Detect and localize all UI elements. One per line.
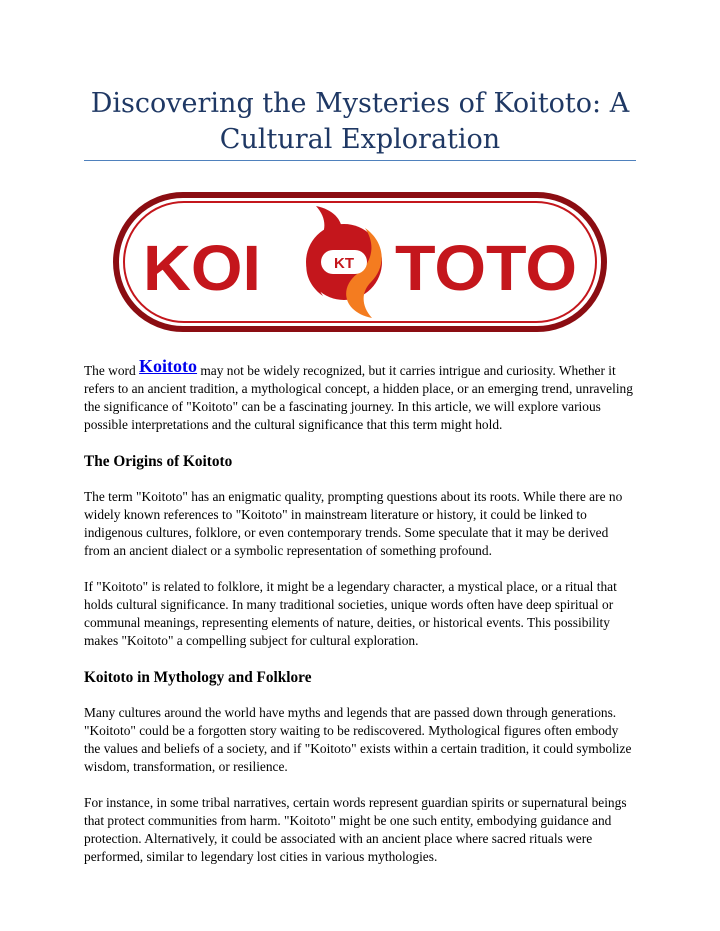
title-line-1: Discovering the Mysteries of Koitoto: A [90,88,630,119]
title-underline [84,160,636,161]
section-heading-mythology: Koitoto in Mythology and Folklore [84,669,312,686]
logo-center-text: KT [334,255,354,272]
koitoto-link[interactable]: Koitoto [139,356,198,376]
intro-prefix: The word [84,363,140,378]
mythology-paragraph-1: Many cultures around the world have myths and legends that are passed down through generations. "Koitoto" could be a forgotten story waiting to be rediscovered. Mythological figures often embody the values and beliefs of a society, and if "Koitoto" exists within a certain tradition, it could symbolize wisdom, transformation, or resilience. [84,705,632,774]
koitoto-logo [113,192,607,332]
intro-suffix: may not be widely recognized, but it carries intrigue and curiosity. Whether it refers to an ancient tradition, a mythological concept, a hidden place, or an emerging trend, unraveling the significance of "Koitoto" can be a fascinating journey. In this article, we will explore various possible interpretations and the cultural significance that this term might hold. [84,363,633,432]
origins-paragraph-1: The term "Koitoto" has an enigmatic quality, prompting questions about its roots. While there are no widely known references to "Koitoto" in mainstream literature or history, it could be linked to indigenous cultures, folklore, or even contemporary trends. Some speculate that it may be derived from an ancient dialect or a symbolic representation of something profound. [84,489,623,558]
mythology-paragraph-2: For instance, in some tribal narratives, certain words represent guardian spirits or supernatural beings that protect communities from harm. "Koitoto" might be one such entity, embodying guidance and protection. Alternatively, it could be associated with an ancient place where sacred rituals were performed, similar to legendary lost cities in various mythologies. [84,795,627,864]
intro-paragraph [84,356,636,434]
article-body [84,356,636,866]
logo-right-text: TOTO [395,232,577,304]
logo-left-text: KOI [143,232,261,304]
origins-paragraph-2: If "Koitoto" is related to folklore, it might be a legendary character, a mystical place, or a ritual that holds cultural significance. In many traditional societies, unique words often have deep spiritual or communal meanings, representing elements of nature, deities, or historical events. This possibility makes "Koitoto" a compelling subject for cultural exploration. [84,579,617,648]
document-title [84,86,636,158]
title-line-2: Cultural Exploration [219,124,501,155]
section-heading-origins: The Origins of Koitoto [84,453,233,470]
